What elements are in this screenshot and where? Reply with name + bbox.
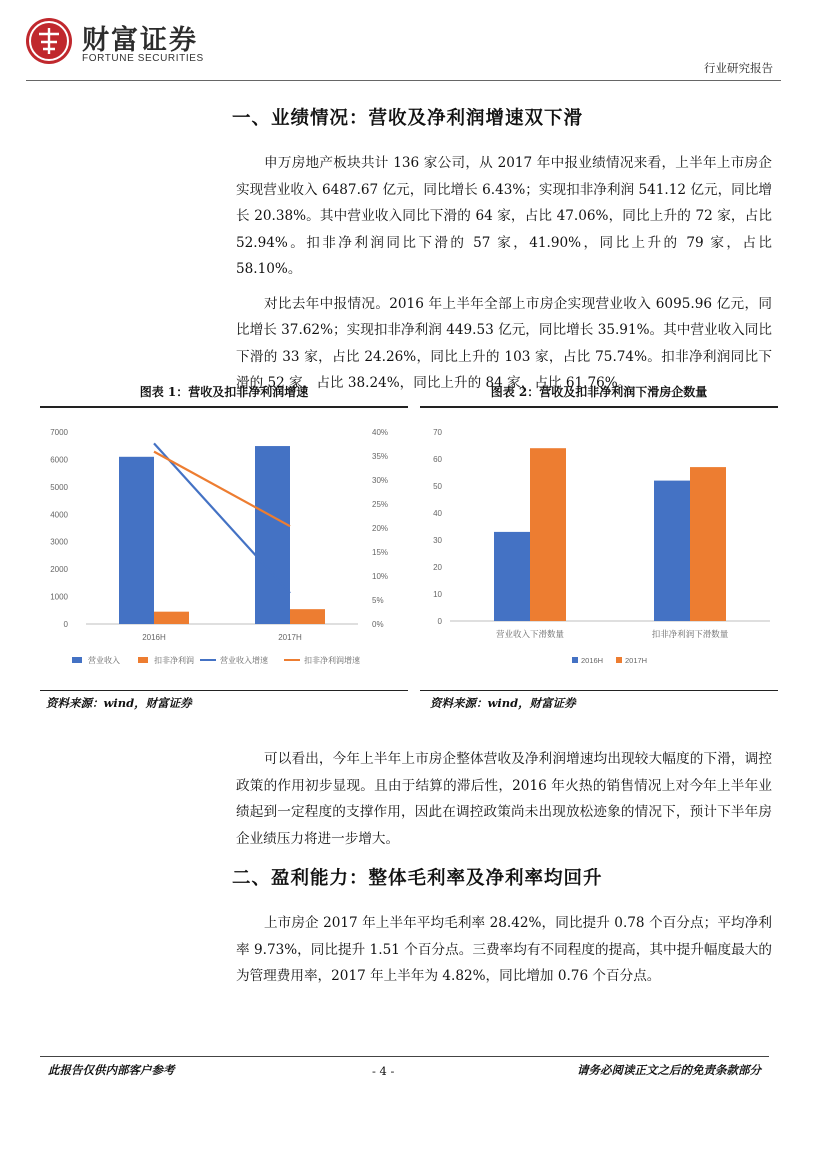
report-type-label: 行业研究报告: [704, 61, 773, 75]
left-axis-tick-label: 6000: [50, 455, 68, 465]
y-axis-tick-label: 50: [433, 482, 442, 491]
left-axis-tick-label: 5000: [50, 482, 68, 492]
y-axis-tick-label: 0: [437, 617, 442, 626]
bar-revenue: [255, 446, 290, 624]
left-axis-tick-label: 3000: [50, 537, 68, 547]
y-axis-tick-label: 70: [433, 428, 442, 437]
legend-label: 营业收入: [88, 656, 120, 665]
figure1-title: 图表 1：营收及扣非净利润增速: [139, 385, 309, 399]
figure1-chart: [40, 410, 408, 688]
bar-2017H: [530, 448, 566, 621]
figure2-top-rule: [420, 406, 778, 408]
figure2-source: 资料来源：wind，财富证券: [430, 696, 576, 710]
right-axis-tick-label: 5%: [372, 596, 384, 605]
footer-disclaimer-left: 此报告仅供内部客户参考: [48, 1063, 175, 1077]
legend-label: 2017H: [625, 656, 648, 665]
figure1-bottom-rule: [40, 690, 408, 691]
right-axis-tick-label: 0%: [372, 620, 384, 629]
figure1-top-rule: [40, 406, 408, 408]
section1-body: [236, 150, 772, 397]
page-number: - 4 -: [372, 1064, 395, 1078]
bar-revenue: [119, 457, 154, 624]
right-axis-tick-label: 10%: [372, 572, 389, 581]
bar-2016H: [494, 532, 530, 621]
legend-swatch: [616, 657, 622, 663]
logo-chinese-name: 财富证券: [82, 25, 198, 56]
figure2-chart: [420, 410, 778, 688]
logo-seal-icon: [26, 18, 72, 64]
left-axis-tick-label: 2000: [50, 565, 68, 575]
section2-paragraph: 上市房企 2017 年上半年平均毛利率 28.42%，同比提升 0.78 个百分点；平均净利率 9.73%，同比提升 1.51 个百分点。三费率均有不同程度的提高，其中提升幅度最大的为管理费用率，2017 年上半年为 4.82%，同比增加 0.76 个百分点。: [236, 915, 772, 984]
x-axis-tick-label: 营业收入下滑数量: [495, 629, 565, 639]
footer-divider: [40, 1056, 769, 1057]
left-axis-tick-label: 7000: [50, 428, 68, 437]
right-axis-tick-label: 30%: [372, 476, 389, 485]
legend-swatch: [572, 657, 578, 663]
figure2-title: 图表 2：营收及扣非净利润下滑房企数量: [490, 385, 708, 399]
figure1-source: 资料来源：wind，财富证券: [46, 696, 192, 710]
legend-label: 营业收入增速: [220, 656, 268, 665]
conclusion-body: [236, 746, 772, 852]
header-divider: [26, 80, 781, 81]
right-axis-tick-label: 25%: [372, 500, 389, 509]
section1-paragraph-1: 申万房地产板块共计 136 家公司，从 2017 年中报业绩情况来看，上半年上市房企实现营业收入 6487.67 亿元，同比增长 6.43%；实现扣非净利润 541.12 亿元，同比增长 20.38%。其中营业收入同比下滑的 64 家，占比 47.06%，同比上升的 72 家，占比 52.94%。扣非净利润同比下滑的 57 家，41.90%，同比上升的 79 家，占比 58.10%。: [236, 155, 772, 277]
section1-paragraph-2: 对比去年中报情况。2016 年上半年全部上市房企实现营业收入 6095.96 亿元，同比增长 37.62%；实现扣非净利润 449.53 亿元，同比增长 35.91%。其中营业收入同比下滑的 33 家，占比 24.26%，同比上升的 103 家，占比 75.74%。扣非净利润同比下滑的 52 家，占比 38.24%，同比上升的 84 家，占比 61.76%。: [236, 295, 772, 391]
legend-swatch: [72, 657, 82, 663]
logo-english-name: FORTUNE SECURITIES: [82, 53, 204, 64]
right-axis-tick-label: 35%: [372, 452, 389, 461]
y-axis-tick-label: 10: [433, 590, 442, 599]
bar-2016H: [654, 481, 690, 621]
legend-swatch: [138, 657, 148, 663]
legend-label: 扣非净利润增速: [304, 656, 360, 665]
legend-label: 2016H: [581, 656, 604, 665]
x-axis-tick-label: 2017H: [278, 633, 302, 642]
footer-disclaimer-right: 请务必阅读正文之后的免责条款部分: [577, 1063, 761, 1077]
y-axis-tick-label: 20: [433, 563, 442, 572]
legend-label: 扣非净利润: [154, 656, 194, 665]
left-axis-tick-label: 1000: [50, 592, 68, 602]
x-axis-tick-label: 2016H: [142, 633, 166, 642]
y-axis-tick-label: 60: [433, 455, 442, 464]
y-axis-tick-label: 40: [433, 509, 442, 518]
left-axis-tick-label: 4000: [50, 510, 68, 520]
y-axis-tick-label: 30: [433, 536, 442, 545]
conclusion-paragraph: 可以看出，今年上半年上市房企整体营收及净利润增速均出现较大幅度的下滑，调控政策的作用初步显现。且由于结算的滞后性，2016 年火热的销售情况上对今年上半年业绩起到一定程度的支撑作用，因此在调控政策尚未出现放松迹象的情况下，预计下半年房企业绩压力将进一步增大。: [236, 751, 772, 847]
page-header: [0, 0, 827, 82]
bar-2017H: [690, 467, 726, 621]
x-axis-tick-label: 扣非净利润下滑数量: [651, 629, 729, 639]
right-axis-tick-label: 20%: [372, 524, 389, 533]
bar-net-profit: [290, 609, 325, 624]
right-axis-tick-label: 15%: [372, 548, 389, 557]
section1-heading: 一、业绩情况：营收及净利润增速双下滑: [232, 108, 584, 129]
right-axis-tick-label: 40%: [372, 428, 389, 437]
bar-net-profit: [154, 612, 189, 624]
section2-heading: 二、盈利能力：整体毛利率及净利率均回升: [232, 868, 603, 889]
figure2-bottom-rule: [420, 690, 778, 691]
section2-body: [236, 910, 772, 990]
left-axis-tick-label: 0: [63, 620, 68, 629]
